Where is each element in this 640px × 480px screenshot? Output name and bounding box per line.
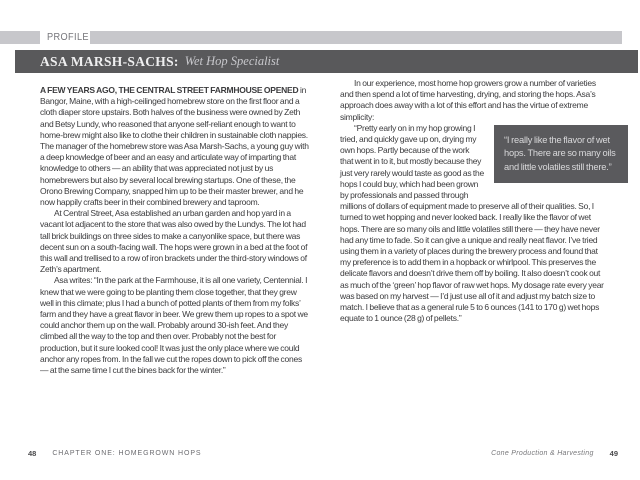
pull-quote: “I really like the flavor of wet hops. There are so many oils and little volatiles still there.” bbox=[494, 125, 628, 184]
paragraph-1-body: in Bangor, Maine, with a high-ceilinged homebrew store on the first floor and a cloth diaper store upstairs. Both halves of the business were owned by Zeth and Betsy Lundy, who reasoned that anyone self-reliant enough to want to home-brew might also like to clothe their children in sustainable cloth nappies. The manager of the homebrew store was Asa Marsh-Sachs, a young guy with a deep knowledge of beer and an easy and articulate way of imparting that knowledge to others — an ability that was appreciated not just by us homebrewers but also by several local brewing startups. One of these, the Orono Brewing Company, snapped him up to be their master brewer, and he now happily crafts beer in their combined brewery and taproom. bbox=[40, 85, 309, 208]
right-column bbox=[340, 78, 616, 324]
paragraph-5: “Pretty early on in my hop growing I tried, and quickly gave up on, drying my own hops. Partly because of the work that went in to it, but mostly because they just very rarely would taste as good as the hops I could buy, which had been grown by professionals and passed through millions of dollars of equipment made to preserve all of their qualities. So, I turned to wet hopping and never looked back. I really like the flavor of wet hops. There are so many oils and little volatiles still there — they have never had any time to fade. So it can give a unique and really neat flavor. I’ve tried using them in a variety of places during the brewery process and found that my preference is to add them in a hopback or whirlpool. This preserves the delicate flavors and doesn’t drive them off by boiling. It also doesn’t cook out as much of the ‘green’ hop flavor of raw wet hops. My dosage rate every year was based on my harvest — I’d just use all of it and adjust my batch size to match. I believe that as a general rule 5 to 6 ounces (141 to 170 g) wet hops equate to 1 ounce (28 g) of pellets.” bbox=[340, 122, 604, 324]
paragraph-2: At Central Street, Asa established an urban garden and hop yard in a vacant lot adjacent to the store that was also owed by the Lundys. The lot had tall brick buildings on three sides to make a canyonlike space, but there was decent sun on a south-facing wall. The hops were grown in a bed at the foot of this wall and trellised to a row of iron brackets under the third-story windows of Zeth’s apartment. bbox=[40, 208, 308, 275]
kicker-row bbox=[0, 31, 622, 44]
section-title: Cone Production & Harvesting bbox=[491, 449, 594, 457]
kicker-bar-left bbox=[0, 31, 40, 44]
kicker-bar-right bbox=[90, 31, 622, 44]
footer bbox=[28, 447, 618, 459]
profile-title-bar bbox=[15, 50, 638, 73]
footer-right bbox=[491, 449, 618, 458]
paragraph-4: In our experience, most home hop growers grow a number of varieties and then spend a lot of time harvesting, drying, and storing the hops. Asa’s approach does away with a lot of this effort and has the virtue of extreme simplicity: bbox=[340, 78, 596, 122]
kicker-label: PROFILE bbox=[47, 32, 89, 43]
left-column bbox=[40, 85, 310, 376]
page-number-right: 49 bbox=[609, 448, 618, 458]
paragraph-1 bbox=[40, 85, 310, 208]
paragraph-1-lead-in: A FEW YEARS AGO, THE CENTRAL STREET FARMHOUSE OPENED bbox=[40, 85, 299, 95]
paragraph-3: Asa writes: “In the park at the Farmhouse, it is all one variety, Centennial. I knew that we were going to be planting them close together, that they grew well in this climate; plus I had a bunch of potted plants of them from my folks’ farm and they have a great flavor in beer. We grew them up ropes to a spot we could anchor them up on the wall. Probably around 30-ish feet. And they climbed all the way to the top and then over. Probably not the best for production, but it sure looked cool! It was just the only place where we could anchor any ropes from. In the fall we cut the ropes down to pick off the cones — at the same time I cut the bines back for the winter.” bbox=[40, 275, 308, 376]
profile-subtitle: Wet Hop Specialist bbox=[184, 54, 280, 68]
chapter-title: CHAPTER ONE: HOMEGROWN HOPS bbox=[52, 449, 202, 457]
page-number-left: 48 bbox=[28, 448, 37, 458]
profile-name: ASA MARSH-SACHS: bbox=[40, 53, 179, 69]
footer-left bbox=[28, 449, 202, 458]
